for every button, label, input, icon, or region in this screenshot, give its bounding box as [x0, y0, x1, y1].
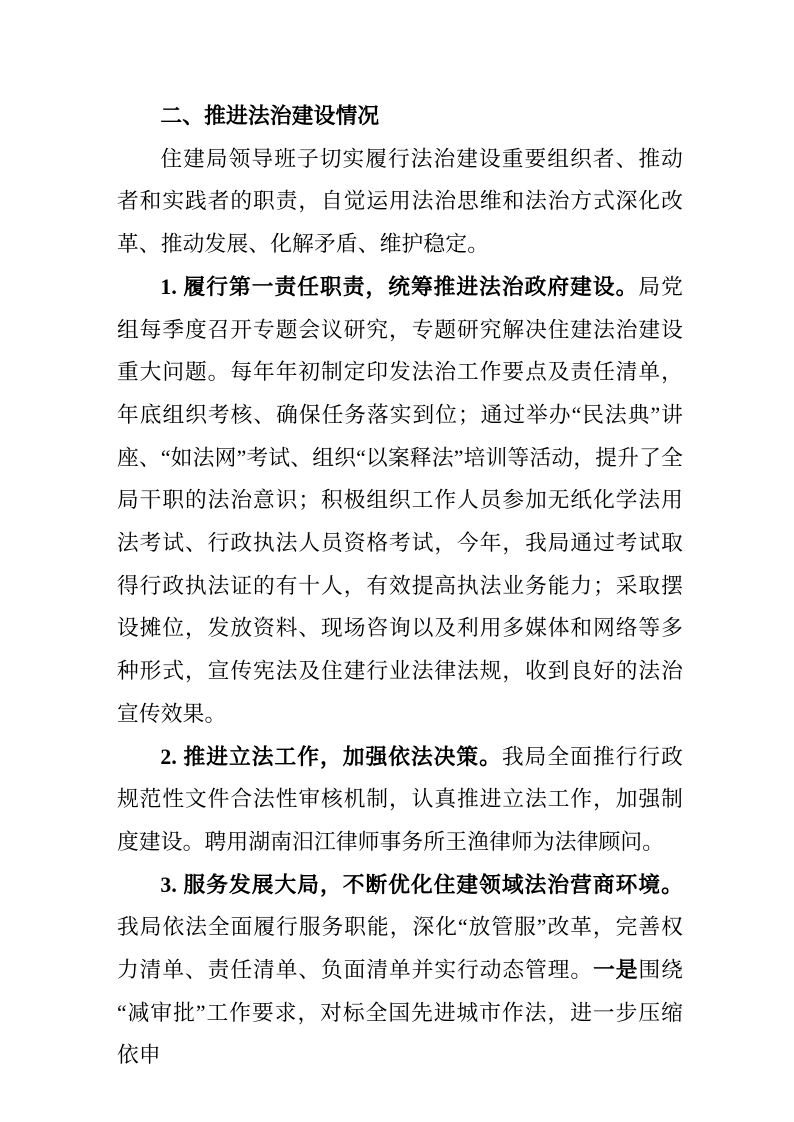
- item-1-lead-bold: 1. 履行第一责任职责，统筹推进法治政府建设。: [160, 274, 639, 299]
- text-run: 我局依法全面履行服务职能，深化“放管服”改革，完善权力清单、责任清单、负面清单并实行动态管理。: [117, 915, 683, 983]
- section-heading: 二、推进法治建设情况: [160, 103, 380, 128]
- item-3-lead-bold: 3. 服务发展大局，不断优化住建领域法治营商环境。: [160, 872, 683, 897]
- paragraph-item-1: [117, 266, 683, 736]
- paragraph-item-2: [117, 736, 683, 864]
- item-2-lead-bold: 2. 推进立法工作，加强依法决策。: [160, 744, 502, 769]
- inline-emphasis-yishi: 一是: [593, 958, 639, 983]
- text-run: 局党组每季度召开专题会议研究，专题研究解决住建法治建设重大问题。每年年初制定印发法治工作要点及责任清单，年底组织考核、确保任务落实到位；通过举办“民法典”讲座、“如法网”考试、组织“以案释法”培训等活动，提升了全局干职的法治意识；积极组织工作人员参加无纸化学法用法考试、行政执法人员资格考试，今年，我局通过考试取得行政执法证的有十人，有效提高执法业务能力；采取摆设摊位，发放资料、现场咨询以及利用多媒体和网络等多种形式，宣传宪法及住建行业法律法规，收到良好的法治宣传效果。: [117, 274, 683, 726]
- paragraph-item-3: [117, 864, 683, 1078]
- document-body: [117, 95, 683, 1077]
- text-run: 我局全面推行行政规范性文件合法性审核机制，认真推进立法工作，加强制度建设。聘用湖南汨江律师事务所王渔律师为法律顾问。: [117, 744, 683, 854]
- paragraph-intro: [117, 138, 683, 266]
- text-run: 围绕“减审批”工作要求，对标全国先进城市作法，进一步压缩依申: [117, 958, 683, 1068]
- text-run: 住建局领导班子切实履行法治建设重要组织者、推动者和实践者的职责，自觉运用法治思维和法治方式深化改革、推动发展、化解矛盾、维护稳定。: [117, 146, 683, 257]
